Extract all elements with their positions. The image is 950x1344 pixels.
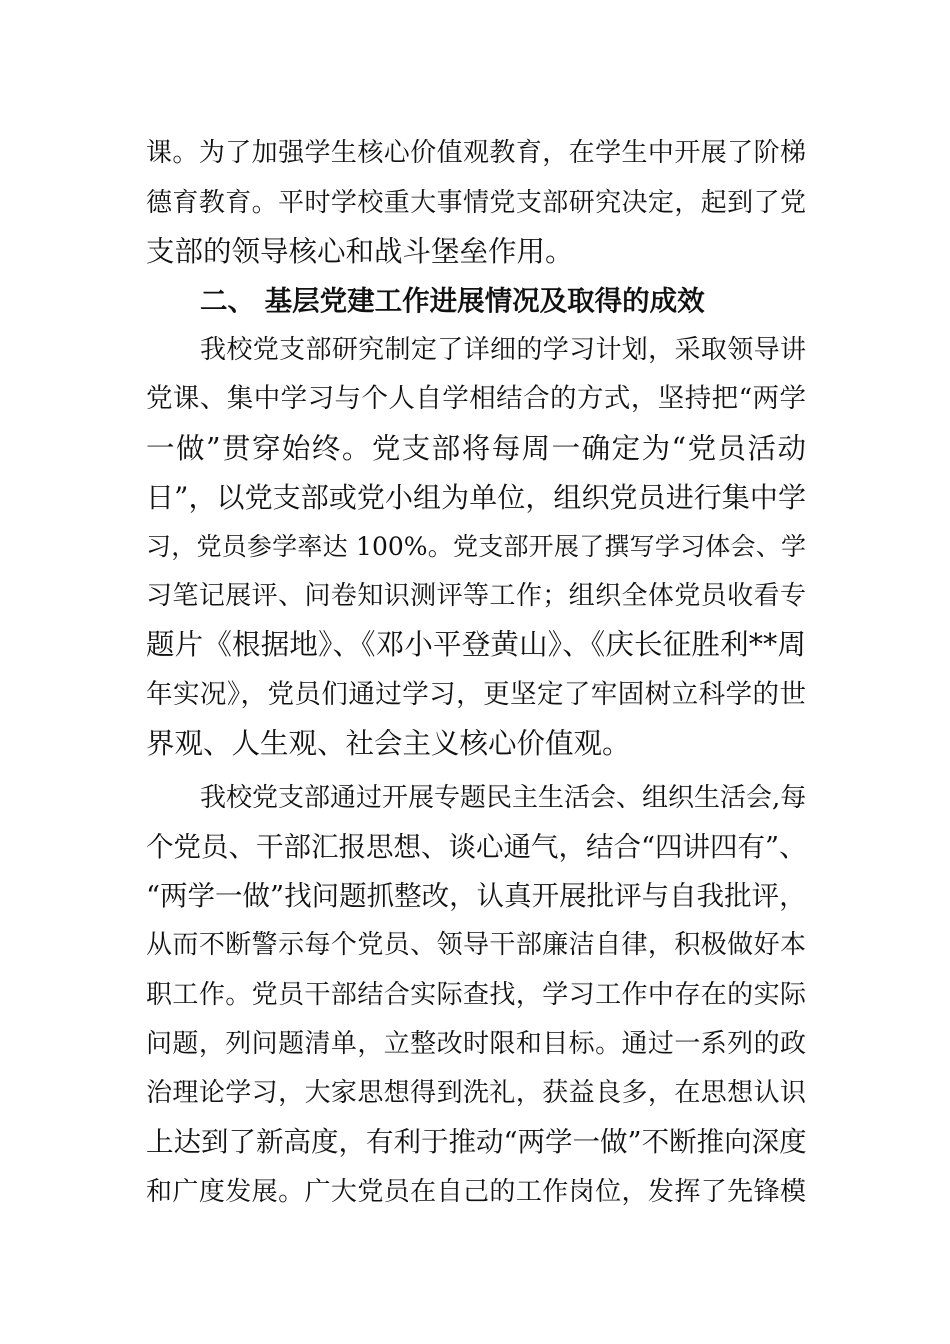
paragraph-2-line-3: 一做”贯穿始终。党支部将每周一确定为“党员活动: [146, 432, 806, 465]
paragraph-1-line-2: 德育教育。平时学校重大事情党支部研究决定，起到了党: [146, 188, 806, 218]
paragraph-2-line-7: 题片《根据地》、《邓小平登黄山》、《庆长征胜利**周: [146, 628, 806, 661]
paragraph-1-line-3: 支部的领导核心和战斗堡垒作用。: [146, 235, 574, 268]
paragraph-3-line-1: 我校党支部通过开展专题民主生活会、组织生活会,每: [200, 783, 807, 813]
paragraph-3-line-3: “两学一做”找问题抓整改，认真开展批评与自我批评，: [146, 880, 807, 912]
paragraph-2-line-4: 日”，以党支部或党小组为单位，组织党员进行集中学: [146, 481, 806, 514]
paragraph-2-line-2: 党课、集中学习与个人自学相结合的方式，坚持把“两学: [146, 383, 806, 414]
paragraph-2-line-1: 我校党支部研究制定了详细的学习计划，采取领导讲: [200, 335, 806, 365]
paragraph-2-line-8: 年实况》，党员们通过学习，更坚定了牢固树立科学的世: [146, 679, 806, 710]
paragraph-3-line-8: 上达到了新高度，有利于推动“两学一做”不断推向深度: [146, 1126, 807, 1158]
paragraph-3-line-6: 问题，列问题清单，立整改时限和目标。通过一系列的政: [146, 1029, 806, 1059]
paragraph-3-line-2: 个党员、干部汇报思想、谈心通气，结合“四讲四有”、: [146, 831, 807, 863]
section-heading: 二、 基层党建工作进展情况及取得的成效: [200, 285, 705, 317]
paragraph-3-line-4: 从而不断警示每个党员、领导干部廉洁自律，积极做好本: [146, 930, 806, 960]
paragraph-3-line-7: 治理论学习，大家思想得到洗礼，获益良多，在思想认识: [146, 1078, 806, 1108]
paragraph-2-line-5: 习，党员参学率达 100%。党支部开展了撰写学习体会、学: [146, 532, 806, 561]
paragraph-2-line-6: 习笔记展评、问卷知识测评等工作；组织全体党员收看专: [146, 581, 806, 611]
paragraph-3-line-9: 和广度发展。广大党员在自己的工作岗位，发挥了先锋模: [146, 1177, 806, 1207]
paragraph-3-line-5: 职工作。党员干部结合实际查找，学习工作中存在的实际: [146, 980, 806, 1010]
paragraph-1-line-1: 课。为了加强学生核心价值观教育，在学生中开展了阶梯: [146, 138, 806, 168]
paragraph-2-line-9: 界观、人生观、社会主义核心价值观。: [146, 727, 631, 760]
